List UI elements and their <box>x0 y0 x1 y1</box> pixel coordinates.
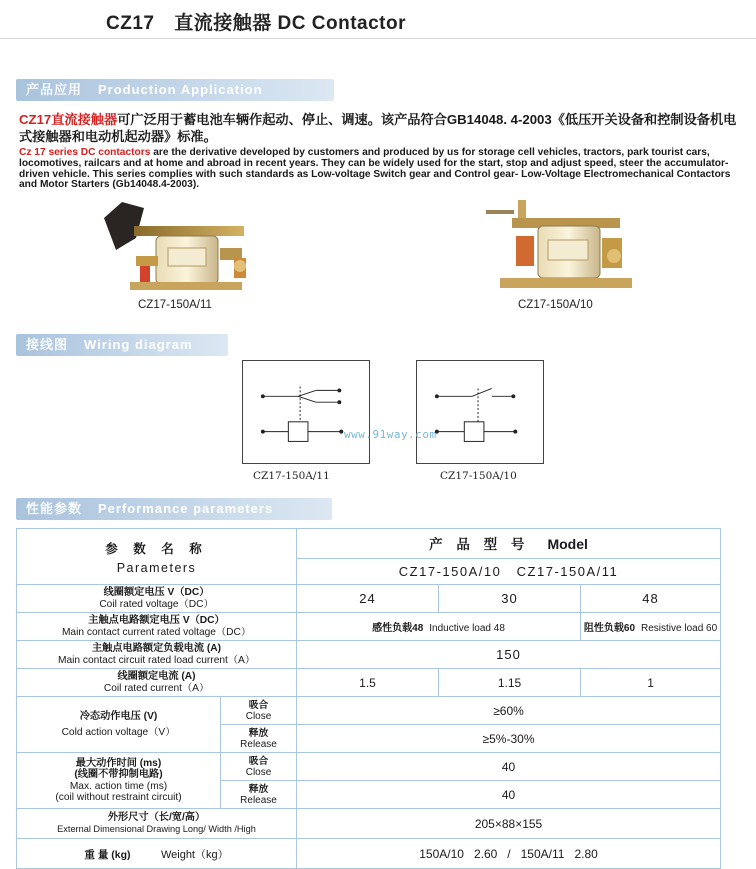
section-wiring-cn: 接线图 <box>26 337 69 352</box>
table-row <box>17 809 721 839</box>
cold-release-label <box>221 725 297 753</box>
cold-close-label <box>221 697 297 725</box>
dimensions-en: External Dimensional Drawing Long/ Width /High <box>57 823 256 834</box>
main-current-en: Main contact circuit rated load current（A） <box>57 654 256 666</box>
product-caption-1: CZ17-150A/11 <box>138 299 212 311</box>
wiring-diagram-cz17-150a-10 <box>416 360 544 464</box>
param-header <box>17 529 297 585</box>
weight-label <box>17 839 297 869</box>
resistive-load-en: Resistive load 60 <box>641 623 718 634</box>
weight-en: Weight（kg） <box>160 848 229 861</box>
resistive-load-cn: 阻性负载60 <box>583 623 636 634</box>
action-time-label <box>17 753 221 809</box>
product-caption-2: CZ17-150A/10 <box>518 299 593 311</box>
coil-current-value: 1.15 <box>439 669 581 697</box>
wiring-caption-2: CZ17-150A/10 <box>440 470 517 482</box>
page-title <box>106 8 406 35</box>
action-release-cn: 释放 <box>248 783 269 795</box>
intro-english <box>19 148 751 191</box>
intro-en-highlight: Cz 17 series DC contactors <box>19 147 151 158</box>
wiring-caption-1: CZ17-150A/11 <box>253 470 330 482</box>
action-time-cn1: 最大动作时间 (ms) <box>75 757 162 769</box>
action-close-value: 40 <box>297 753 721 781</box>
cold-close-en: Close <box>245 710 272 722</box>
section-application-cn: 产品应用 <box>26 82 83 97</box>
coil-current-value: 1 <box>581 669 721 697</box>
table-row <box>17 613 721 641</box>
action-close-label <box>221 753 297 781</box>
table-row <box>17 839 721 869</box>
product-photo-cz17-150a-10 <box>478 196 638 296</box>
model-header-cn: 产 品 型 号 <box>429 537 530 552</box>
coil-voltage-label <box>17 585 297 613</box>
action-release-en: Release <box>240 794 277 806</box>
section-performance <box>16 498 332 520</box>
coil-voltage-value: 30 <box>439 585 581 613</box>
performance-table <box>16 528 721 869</box>
inductive-load-cn: 感性负载48 <box>372 623 424 634</box>
main-current-cn: 主触点电路额定负载电流 (A) <box>91 643 222 655</box>
resistive-load-value <box>581 613 721 641</box>
watermark: www.91way.com <box>344 428 437 441</box>
action-release-value: 40 <box>297 781 721 809</box>
cold-voltage-label <box>17 697 221 753</box>
main-current-value: 150 <box>297 641 721 669</box>
intro-chinese <box>19 112 747 145</box>
model-header-en: Model <box>547 536 588 552</box>
dimensions-value: 205×88×155 <box>297 809 721 839</box>
action-close-cn: 吸合 <box>248 755 269 767</box>
section-wiring-en: Wiring diagram <box>84 337 193 352</box>
coil-voltage-cn: 线圈额定电压 V（DC） <box>103 587 210 599</box>
param-header-en: Parameters <box>116 560 197 575</box>
inductive-load-en: Inductive load 48 <box>429 623 505 634</box>
intro-cn-highlight: CZ17直流接触器 <box>19 112 118 127</box>
cold-release-cn: 释放 <box>248 727 269 739</box>
product-photo-cz17-150a-11 <box>96 198 266 296</box>
table-row <box>17 529 721 559</box>
table-row <box>17 585 721 613</box>
action-time-en1: Max. action time (ms) <box>69 780 168 792</box>
section-application-en: Production Application <box>98 82 263 97</box>
section-application <box>16 79 334 101</box>
section-wiring <box>16 334 228 356</box>
weight-value: 150A/10 2.60 / 150A/11 2.80 <box>297 839 721 869</box>
title-divider <box>0 38 756 39</box>
title-cn: 直流接触器 <box>174 13 272 34</box>
cold-release-en: Release <box>240 738 277 750</box>
coil-current-value: 1.5 <box>297 669 439 697</box>
inductive-load-value <box>297 613 581 641</box>
section-performance-en: Performance parameters <box>98 501 274 516</box>
main-voltage-en: Main contact current rated voltage（DC） <box>61 626 252 638</box>
cold-voltage-cn: 冷态动作电压 (V) <box>79 711 158 723</box>
action-close-en: Close <box>245 766 272 778</box>
main-current-label <box>17 641 297 669</box>
dimensions-cn: 外形尺寸（长/宽/高） <box>107 812 206 824</box>
cold-release-value: ≥5%-30% <box>297 725 721 753</box>
cold-voltage-en: Cold action voltage（V） <box>61 726 176 738</box>
weight-cn: 重 量 (kg) <box>84 848 131 861</box>
intro-en-text: are the derivative developed by customers and produced by us for storage cell vehicles, tractors, park tourist cars, locomotives, railcars and at home and abroad in recent years. They can be widely used for the start, stop and adjust speed, steer the accumulator-driven vehicle. This series complies with such standards as Low-voltage Switch gear and Control gear- Low-Voltage Electromechanical Contactors and Motor Starters (Gb14048.4-2003). <box>19 147 731 191</box>
coil-voltage-en: Coil rated voltage（DC） <box>99 598 214 610</box>
table-row <box>17 697 721 725</box>
title-model: CZ17 <box>106 13 155 34</box>
param-header-cn: 参 数 名 称 <box>105 541 208 556</box>
title-en: DC Contactor <box>277 13 406 34</box>
action-time-en2: (coil without restraint circuit) <box>55 791 182 803</box>
coil-current-label <box>17 669 297 697</box>
section-performance-cn: 性能参数 <box>26 501 83 516</box>
cold-close-value: ≥60% <box>297 697 721 725</box>
action-release-label <box>221 781 297 809</box>
coil-voltage-value: 48 <box>581 585 721 613</box>
coil-voltage-value: 24 <box>297 585 439 613</box>
coil-current-en: Coil rated current（A） <box>103 682 210 694</box>
model-list: CZ17-150A/10 CZ17-150A/11 <box>297 559 721 585</box>
cold-close-cn: 吸合 <box>248 699 269 711</box>
main-voltage-cn: 主触点电路额定电压 V（DC） <box>88 615 225 627</box>
action-time-cn2: (线圈不带抑制电路) <box>74 769 163 781</box>
dimensions-label <box>17 809 297 839</box>
table-row <box>17 753 721 781</box>
main-voltage-label <box>17 613 297 641</box>
intro-cn-text: 可广泛用于蓄电池车辆作起动、停止、调速。该产品符合GB14048. 4-2003《低压开关设备和控制设备机电式接触器和电动机起动器》标准。 <box>19 112 737 144</box>
table-row <box>17 641 721 669</box>
coil-current-cn: 线圈额定电流 (A) <box>117 671 196 683</box>
wiring-diagram-cz17-150a-11 <box>242 360 370 464</box>
table-row <box>17 669 721 697</box>
model-header <box>297 529 721 559</box>
